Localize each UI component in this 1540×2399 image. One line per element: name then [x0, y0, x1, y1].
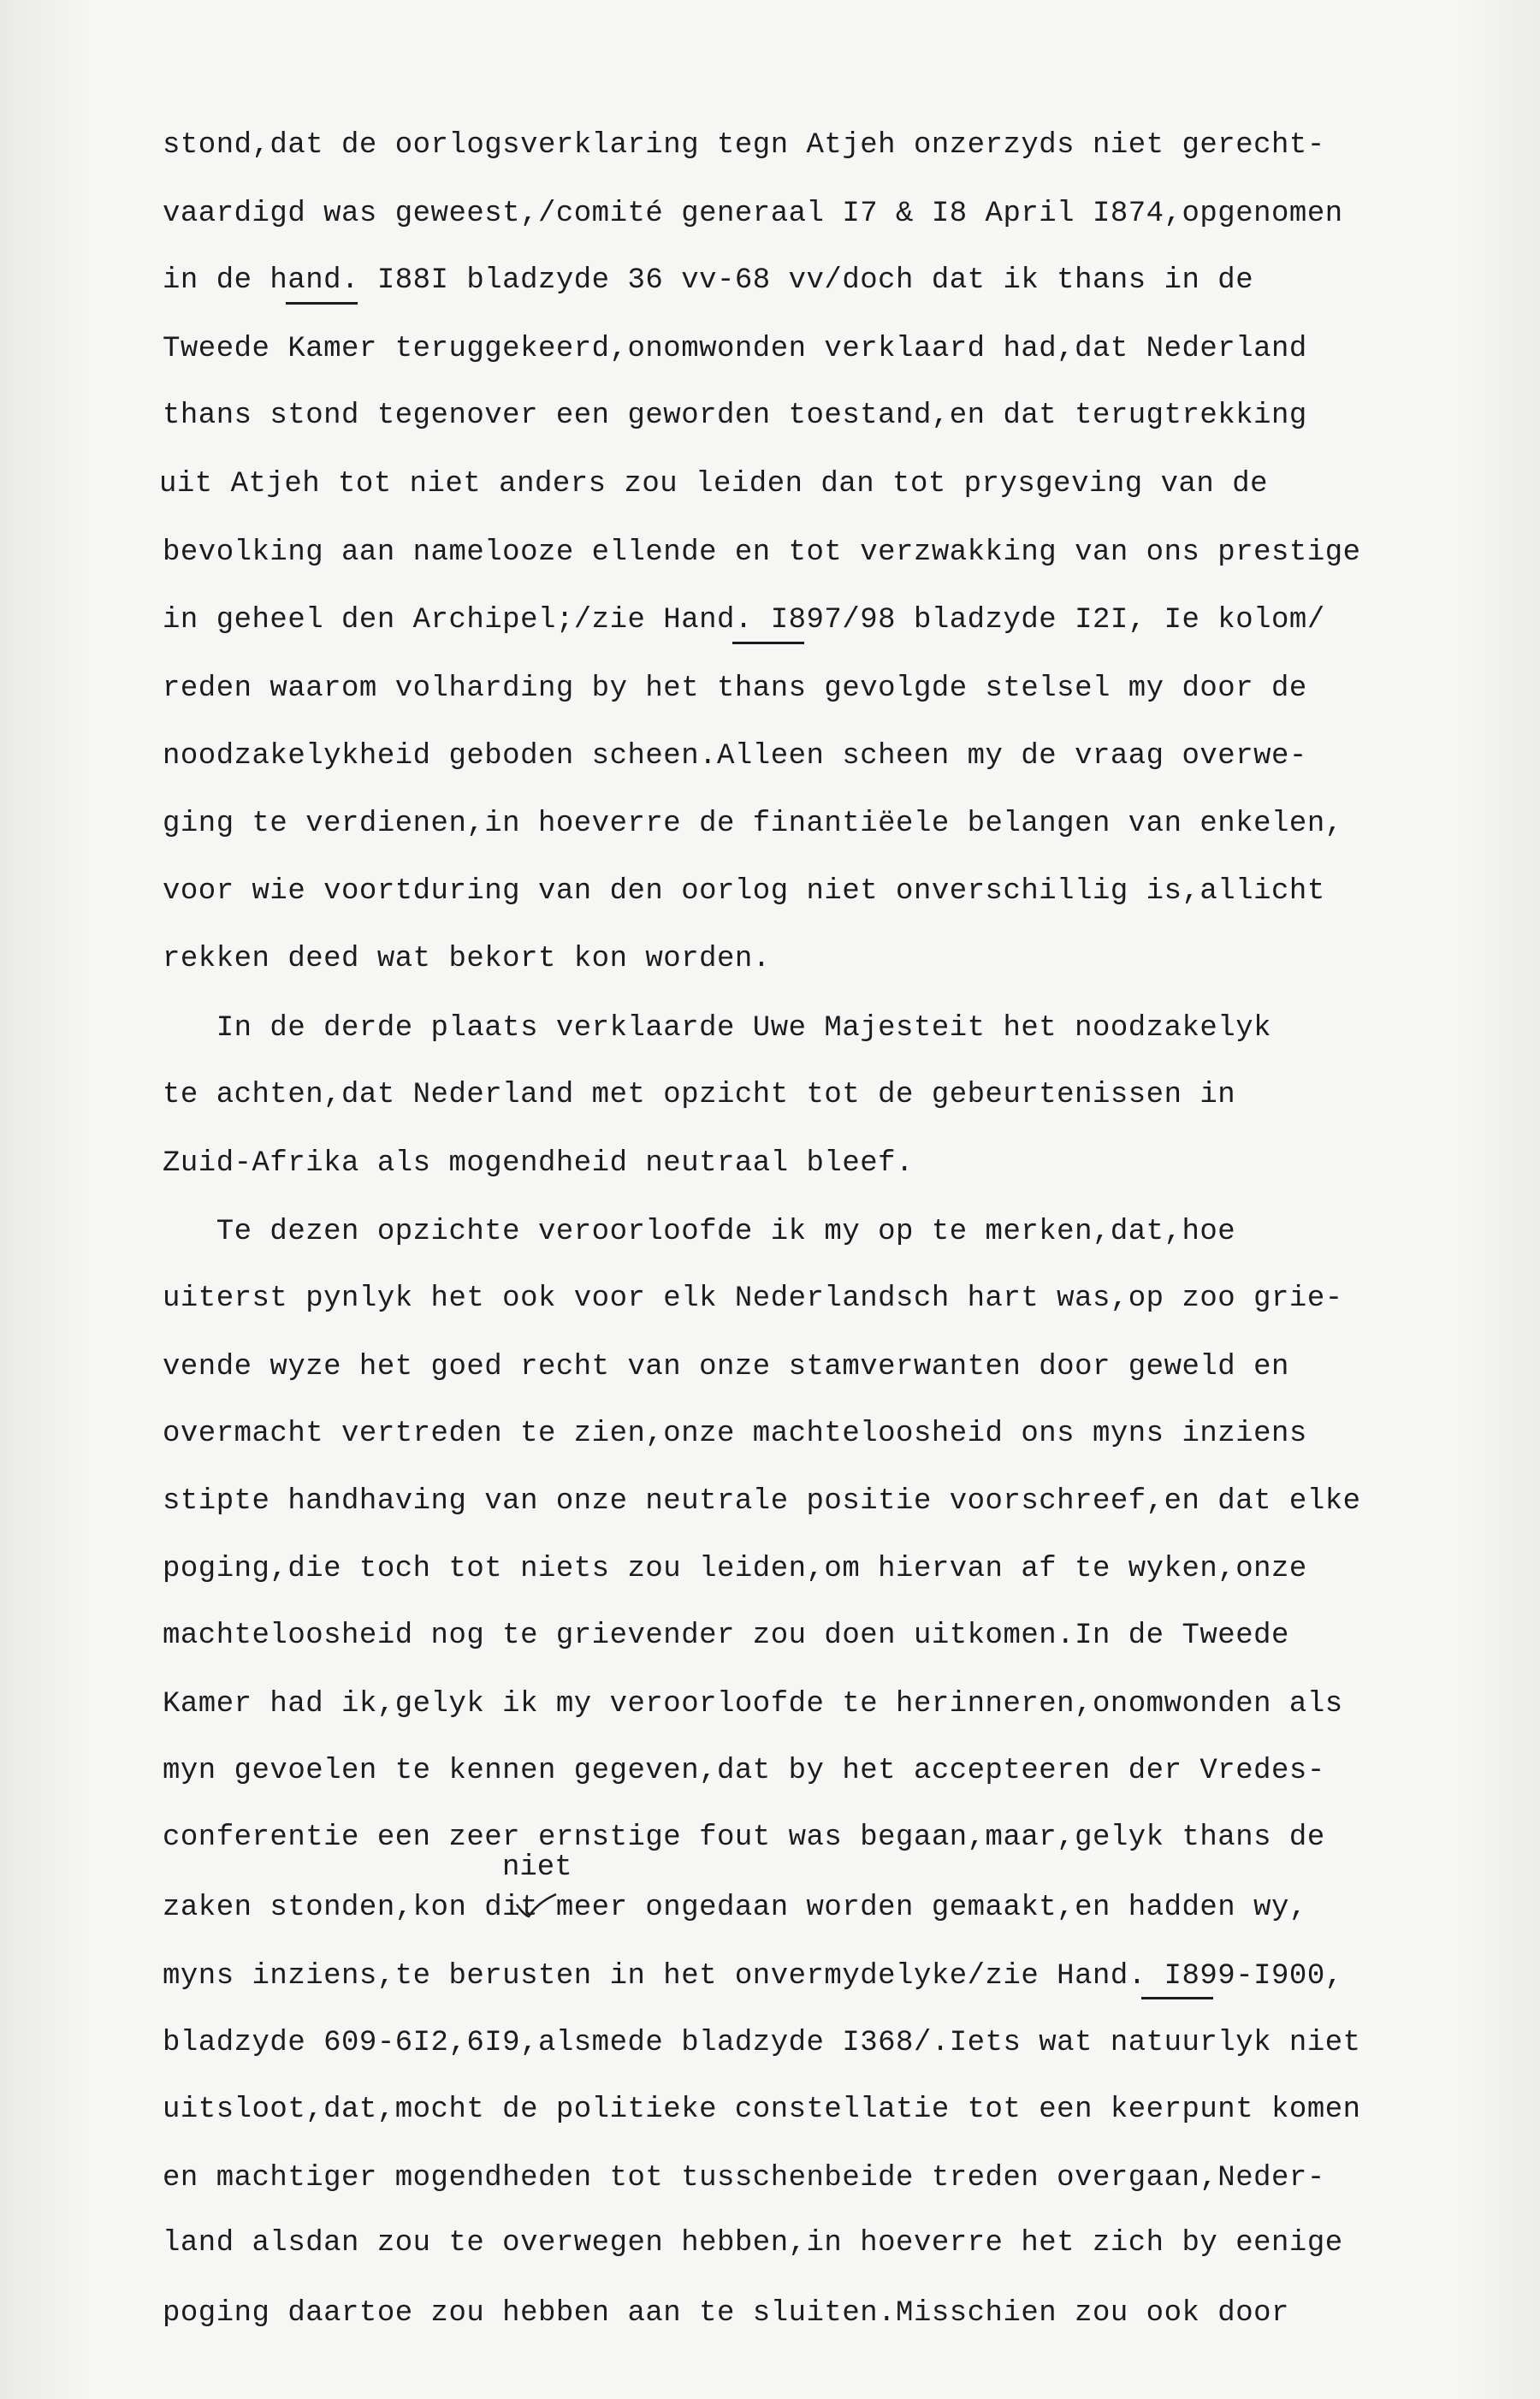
- text-line: in geheel den Archipel;/zie Hand. I897/98 bladzyde I2I, Ie kolom/: [163, 604, 1325, 637]
- text-line: ging te verdienen,in hoeverre de finantiëele belangen van enkelen,: [163, 808, 1343, 840]
- inserted-word-niet: niet: [502, 1851, 572, 1884]
- text-line: in de hand. I88I bladzyde 36 vv-68 vv/doch dat ik thans in de: [163, 264, 1254, 297]
- text-line: noodzakelykheid geboden scheen.Alleen scheen my de vraag overwe-: [163, 740, 1307, 773]
- text-line: Tweede Kamer teruggekeerd,onomwonden verklaard had,dat Nederland: [163, 333, 1307, 365]
- underline-hand: [1141, 1997, 1213, 1999]
- text-line: te achten,dat Nederland met opzicht tot de gebeurtenissen in: [163, 1079, 1236, 1111]
- text-line: voor wie voortduring van den oorlog niet onverschillig is,allicht: [163, 875, 1325, 908]
- text-line: myns inziens,te berusten in het onvermydelyke/zie Hand. I899-I900,: [163, 1960, 1343, 1993]
- text-line: myn gevoelen te kennen gegeven,dat by het accepteeren der Vredes-: [163, 1755, 1325, 1787]
- text-line: uit Atjeh tot niet anders zou leiden dan tot prysgeving van de: [159, 468, 1269, 501]
- text-line: en machtiger mogendheden tot tusschenbeide treden overgaan,Neder-: [163, 2162, 1325, 2195]
- text-line: In de derde plaats verklaarde Uwe Majesteit het noodzakelyk: [163, 1012, 1272, 1045]
- text-line: rekken deed wat bekort kon worden.: [163, 943, 771, 975]
- text-line: bevolking aan namelooze ellende en tot verzwakking van ons prestige: [163, 536, 1361, 569]
- text-line: uitsloot,dat,mocht de politieke constellatie tot een keerpunt komen: [163, 2094, 1361, 2126]
- text-line: uiterst pynlyk het ook voor elk Nederlandsch hart was,op zoo grie-: [163, 1282, 1343, 1315]
- text-line: Te dezen opzichte veroorloofde ik my op te merken,dat,hoe: [163, 1216, 1236, 1248]
- insertion-caret-icon: [515, 1893, 558, 1918]
- text-line: bladzyde 609-6I2,6I9,alsmede bladzyde I368/.Iets wat natuurlyk niet: [163, 2027, 1361, 2059]
- underline-hand: [286, 302, 358, 305]
- text-line: Zuid-Afrika als mogendheid neutraal bleef.: [163, 1147, 914, 1180]
- text-line: stond,dat de oorlogsverklaring tegn Atjeh onzerzyds niet gerecht-: [163, 129, 1325, 162]
- text-line: overmacht vertreden te zien,onze machteloosheid ons myns inziens: [163, 1418, 1307, 1450]
- underline-hand: [732, 642, 804, 644]
- text-line: Kamer had ik,gelyk ik my veroorloofde te herinneren,onomwonden als: [163, 1688, 1343, 1721]
- text-line: poging daartoe zou hebben aan te sluiten.Misschien zou ook door: [163, 2297, 1289, 2330]
- text-line: stipte handhaving van onze neutrale positie voorschreef,en dat elke: [163, 1485, 1361, 1518]
- text-line: vende wyze het goed recht van onze stamverwanten door geweld en: [163, 1351, 1289, 1383]
- text-line: thans stond tegenover een geworden toestand,en dat terugtrekking: [163, 400, 1307, 432]
- text-line: reden waarom volharding by het thans gevolgde stelsel my door de: [163, 672, 1307, 705]
- text-line: machteloosheid nog te grievender zou doen uitkomen.In de Tweede: [163, 1620, 1289, 1652]
- text-line: poging,die toch tot niets zou leiden,om hiervan af te wyken,onze: [163, 1553, 1307, 1585]
- text-line: conferentie een zeer ernstige fout was begaan,maar,gelyk thans de: [163, 1821, 1325, 1854]
- text-line: vaardigd was geweest,/comité generaal I7 & I8 April I874,opgenomen: [163, 198, 1343, 230]
- text-line: land alsdan zou te overwegen hebben,in hoeverre het zich by eenige: [163, 2227, 1343, 2260]
- text-line: zaken stonden,kon dit meer ongedaan worden gemaakt,en hadden wy,: [163, 1892, 1307, 1924]
